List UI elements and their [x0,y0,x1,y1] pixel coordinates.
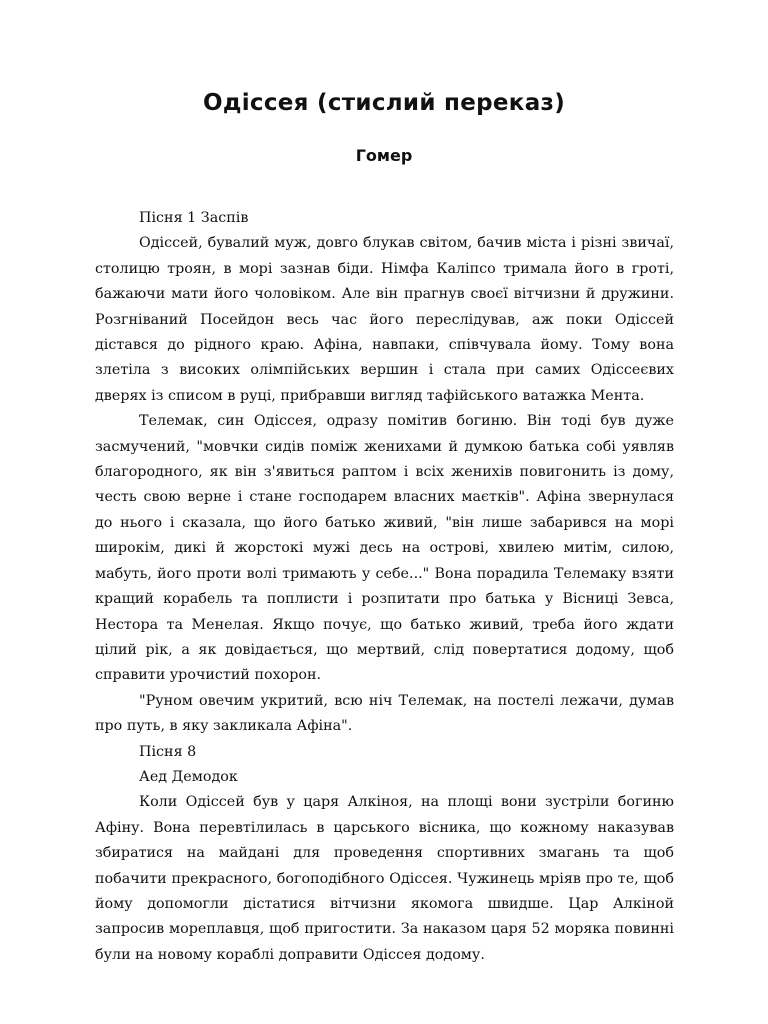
document-title: Одіссея (стислий переказ) [202,90,566,116]
paragraph-telemachus: Телемак, син Одіссея, одразу помітив богиню. Він тоді був дуже засмучений, "мовчки сидів поміж женихами й думкою батька собі уявляв благородного, як він з'явиться раптом і всіх женихів повигонить із дому, честь свою верне і стане господарем власних маєтків". Афіна звернулася до нього і сказала, що його батько живий, "він лише забарився на морі широкім, дикі й жорстокі мужі десь на острові, хвилею митім, силою, мабуть, його проти волі тримають у себе..." Вона порадила Телемаку взяти кращий корабель та поплисти і розпитати про батька у Вісниці Зевса, Нестора та Менелая. Якщо почує, що батько живий, треба його ждати цілий рік, а як довідається, що мертвий, слід повертатися додому, щоб справити урочистий похорон. [95,413,674,684]
section-heading-song-1: Пісня 1 Заспів [139,210,249,226]
document-body [95,206,674,968]
section-subheading-demodocus: Аед Демодок [139,768,238,785]
paragraph-odysseus-intro: Одіссей, бувалий муж, довго блукав світом, бачив міста і різні звичаї, столицю троян, в морі зазнав біди. Німфа Каліпсо тримала його в гроті, бажаючи мати його чоловіком. Але він прагнув своєї вітчизни й дружини. Розгніваний Посейдон весь час його переслідував, аж поки Одіссей дістався до рідного краю. Афіна, навпаки, співчувала йому. Тому вона злетіла з високих олімпійських вершин і стала при самих Одіссеєвих дверях із списом в руці, прибравши вигляд тафійського ватажка Мента. [95,235,674,404]
paragraph-alcinous: Коли Одіссей був у царя Алкіноя, на площі вони зустріли богиню Афіну. Вона перевтілилась в царського вісника, що кожному наказував збиратися на майдані для проведення спортивних змагань та щоб побачити прекрасного, богоподібного Одіссея. Чужинець мріяв про те, щоб йому допомогли дістатися вітчизни якомога швидше. Цар Алкіной запросив мореплавця, щоб пригостити. За наказом царя 52 моряка повинні були на новому кораблі доправити Одіссея додому. [95,794,674,963]
document-author: Гомер [355,146,413,165]
paragraph-quote: "Руном овечим укритий, всю ніч Телемак, на постелі лежачи, думав про путь, в яку закликала Афіна". [95,692,674,735]
section-heading-song-8: Пісня 8 [139,743,197,760]
